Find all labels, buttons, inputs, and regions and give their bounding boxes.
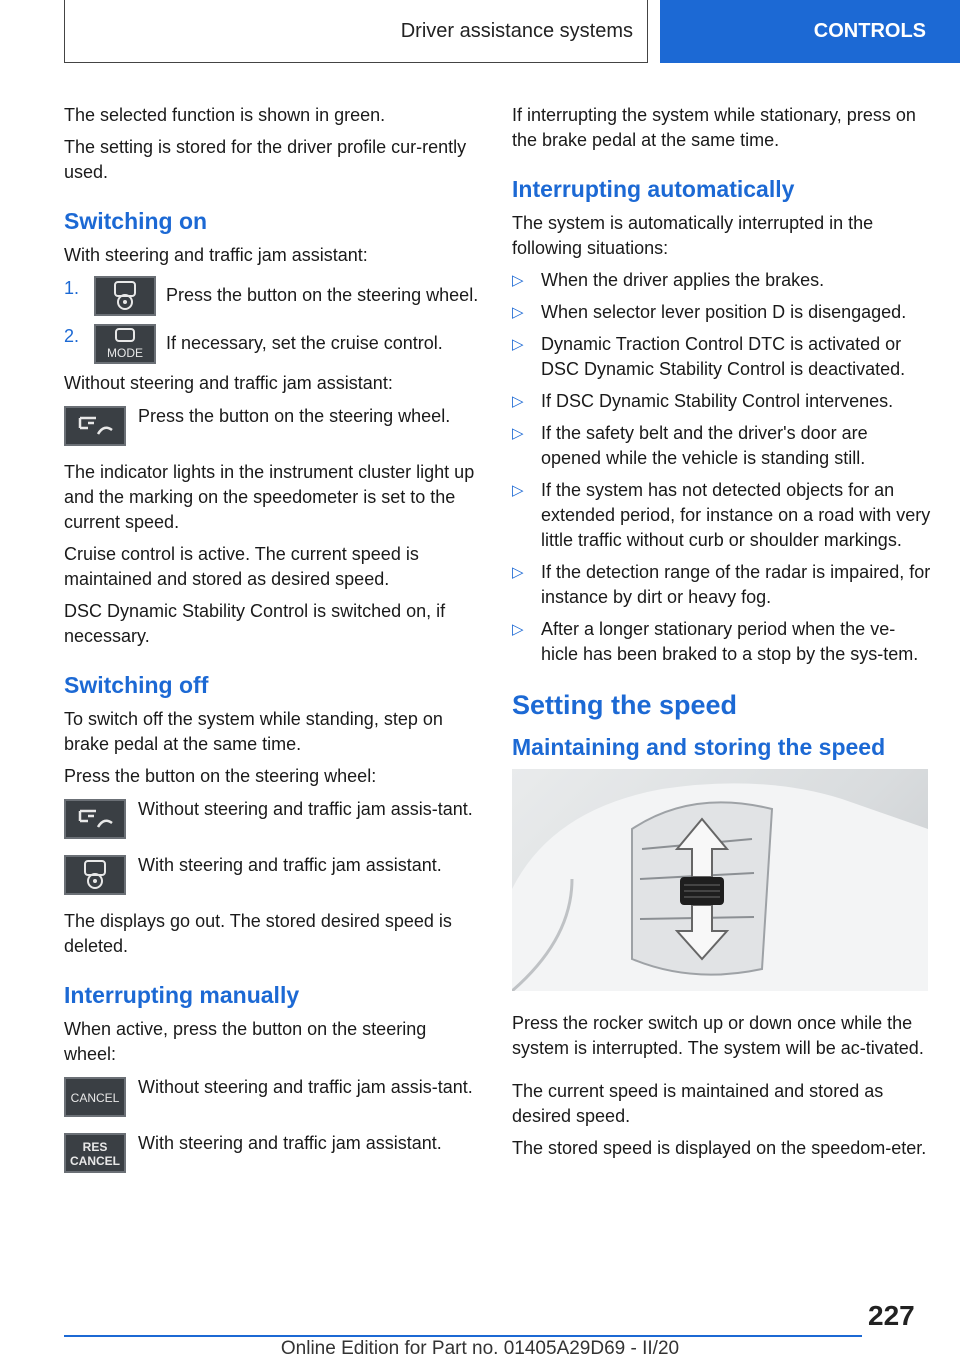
left-column [64, 103, 480, 1187]
paragraph: The indicator lights in the instrument cluster light up and the marking on the speedometer is set to the current speed. [64, 462, 475, 532]
step-number: 1. [64, 278, 80, 298]
paragraph: The stored speed is displayed on the speedom-eter. [512, 1138, 927, 1158]
paragraph: If interrupting the system while stationary, press on the brake pedal at the same time. [512, 105, 916, 150]
paragraph: Press the rocker switch up or down once while the system is interrupted. The system will be ac-tivated. [512, 1013, 924, 1058]
res-label: RES [82, 1140, 108, 1154]
list-item: ▷ If DSC Dynamic Stability Control intervenes. [512, 389, 932, 414]
triangle-icon: ▷ [512, 272, 524, 289]
paragraph: The displays go out. The stored desired speed is deleted. [64, 911, 452, 956]
paragraph: Cruise control is active. The current speed is maintained and stored as desired speed. [64, 544, 419, 589]
icon-row [64, 797, 480, 839]
steering-wheel-rocker-photo [512, 769, 928, 991]
paragraph: With steering and traffic jam assistant: [64, 245, 368, 265]
paragraph: The system is automatically interrupted in the following situations: [512, 213, 874, 258]
bullet-list [512, 268, 932, 667]
triangle-icon: ▷ [512, 304, 524, 321]
footer-edition: Online Edition for Part no. 01405A29D69 - II/20 [280, 1338, 680, 1359]
heading-maintaining-speed: Maintaining and storing the speed [512, 734, 886, 760]
list-item: ▷ If the detection range of the radar is impaired, for instance by dirt or heavy fog. [512, 560, 932, 610]
footer-divider [64, 1335, 862, 1337]
paragraph: To switch off the system while standing, step on brake pedal at the same time. [64, 709, 443, 754]
step-2 [64, 324, 480, 364]
step-text: Press the button on the steering wheel. [166, 284, 479, 305]
paragraph: The selected function is shown in green. [64, 105, 386, 125]
list-item: ▷ When the driver applies the brakes. [512, 268, 932, 293]
icon-row [64, 853, 480, 895]
chapter-title: CONTROLS [813, 20, 926, 42]
res-cancel-button-icon [64, 1133, 126, 1173]
triangle-icon: ▷ [512, 336, 524, 353]
heading-interrupting-manually: Interrupting manually [64, 982, 300, 1008]
paragraph: When active, press the button on the steering wheel: [64, 1019, 427, 1064]
header-section [64, 0, 648, 63]
list-item: ▷ Dynamic Traction Control DTC is activated or DSC Dynamic Stability Control is deactivated. [512, 332, 932, 382]
icon-text: With steering and traffic jam assistant. [138, 855, 442, 875]
cancel-label: CANCEL [70, 1091, 120, 1105]
heading-switching-off: Switching off [64, 672, 209, 698]
paragraph: Without steering and traffic jam assistant: [64, 373, 393, 393]
heading-switching-on: Switching on [64, 208, 208, 234]
cancel-button-icon [64, 1077, 126, 1117]
paragraph: DSC Dynamic Stability Control is switched on, if necessary. [64, 601, 446, 646]
header-chapter [660, 0, 960, 63]
right-column [512, 103, 932, 1168]
icon-text: Without steering and traffic jam assis-tant. [138, 799, 473, 819]
mode-label: MODE [107, 346, 143, 360]
paragraph: The setting is stored for the driver profile cur-rently used. [64, 137, 467, 182]
cruise-control-button-icon [64, 406, 126, 446]
icon-row [64, 1075, 480, 1117]
icon-row [64, 1131, 480, 1173]
icon-row [64, 404, 480, 446]
section-title: Driver assistance systems [400, 19, 633, 42]
list-item: ▷ After a longer stationary period when the ve-hicle has been braked to a stop by the sys-tem. [512, 617, 932, 667]
list-item: ▷ If the system has not detected objects for an extended period, for instance on a road with very little traffic without curb or shoulder markings. [512, 478, 932, 553]
steering-assist-button-icon [94, 276, 156, 316]
triangle-icon: ▷ [512, 564, 524, 581]
step-number: 2. [64, 326, 80, 346]
list-item: ▷ When selector lever position D is disengaged. [512, 300, 932, 325]
page-number: 227 [868, 1300, 915, 1331]
icon-text: With steering and traffic jam assistant. [138, 1133, 442, 1153]
cancel-label: CANCEL [70, 1154, 120, 1168]
steering-assist-button-icon [64, 855, 126, 895]
triangle-icon: ▷ [512, 482, 524, 499]
triangle-icon: ▷ [512, 393, 524, 410]
triangle-icon: ▷ [512, 621, 524, 638]
icon-text: Without steering and traffic jam assis-tant. [138, 1077, 473, 1097]
paragraph: Press the button on the steering wheel: [64, 766, 377, 786]
heading-setting-the-speed: Setting the speed [512, 690, 738, 720]
icon-text: Press the button on the steering wheel. [138, 406, 451, 426]
step-1 [64, 276, 480, 316]
triangle-icon: ▷ [512, 425, 524, 442]
mode-button-icon [94, 324, 156, 364]
cruise-control-button-icon [64, 799, 126, 839]
list-item: ▷ If the safety belt and the driver's door are opened while the vehicle is standing still. [512, 421, 932, 471]
heading-interrupting-automatically: Interrupting automatically [512, 176, 795, 202]
paragraph: The current speed is maintained and stored as desired speed. [512, 1081, 884, 1126]
step-text: If necessary, set the cruise control. [166, 332, 443, 353]
